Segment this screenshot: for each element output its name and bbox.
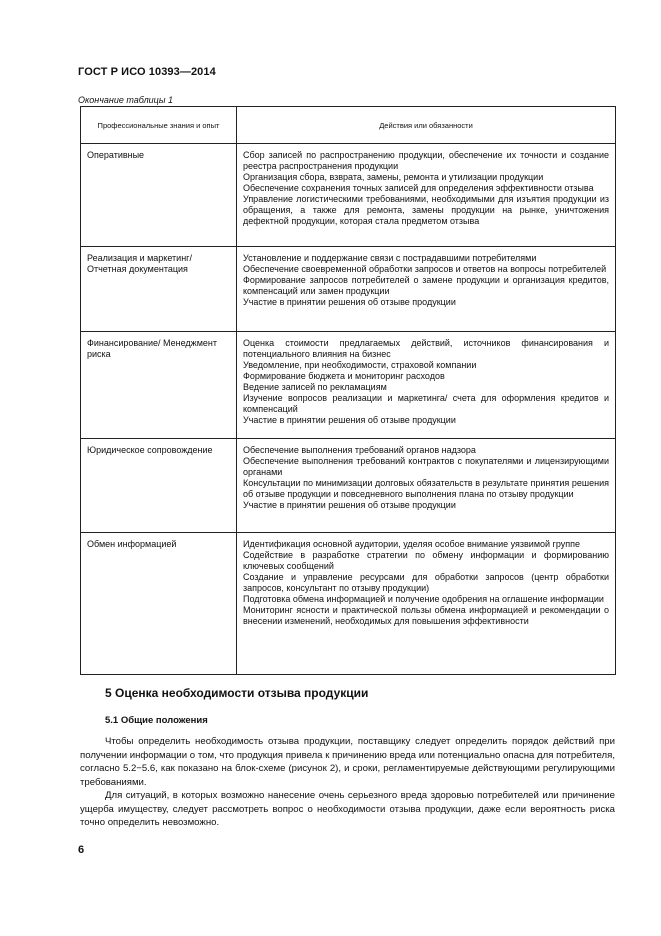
action-line: Оценка стоимости предлагаемых действий, источников финансирования и потенциального влияния на бизнес	[243, 338, 609, 359]
subsection-heading: 5.1 Общие положения	[105, 715, 208, 726]
table-row	[81, 144, 616, 247]
table-row	[81, 533, 616, 675]
page-number: 6	[78, 844, 85, 856]
table-header-row	[81, 107, 616, 144]
action-line: Обеспечение сохранения точных записей для определения эффективности отзыва	[243, 183, 594, 193]
action-line: Участие в принятии решения об отзыве продукции	[243, 415, 456, 425]
section-heading: 5 Оценка необходимости отзыва продукции	[105, 686, 369, 700]
row-actions	[237, 144, 616, 247]
action-line: Обеспечение выполнения требований контрактов с покупателями и лицензирующими органами	[243, 456, 609, 477]
row-area: Оперативные	[81, 144, 237, 247]
action-line: Содействие в разработке стратегии по обмену информации и формированию ключевых сообщений	[243, 550, 609, 571]
body-paragraph: Для ситуаций, в которых возможно нанесение очень серьезного вреда здоровью потребителей или причинение ущерба имуществу, следует рассмотреть вопрос о необходимости отзыва продукции, даже если вероятность риска точно определить невозможно.	[80, 790, 615, 828]
action-line: Сбор записей по распространению продукции, обеспечение их точности и создание реестра распространения продукции	[243, 150, 609, 171]
responsibilities-table	[80, 106, 616, 675]
table-row	[81, 247, 616, 332]
body-paragraph: Чтобы определить необходимость отзыва продукции, поставщику следует определить порядок действий при получении информации о том, что продукция привела к причинению вреда или потенциально опасна для потребителя, согласно 5.2−5.6, как показано на блок-схеме (рисунок 2), и сроки, регламентируемые действующими регулирующими требованиями.	[80, 736, 615, 788]
action-line: Участие в принятии решения об отзыве продукции	[243, 297, 456, 307]
column-header-expertise: Профессиональные знания и опыт	[81, 107, 237, 144]
table-row	[81, 439, 616, 533]
document-title: ГОСТ Р ИСО 10393—2014	[78, 66, 216, 78]
action-line: Формирование запросов потребителей о замене продукции и организация кредитов, компенсаций или замен продукции	[243, 275, 609, 296]
row-area: Обмен информацией	[81, 533, 237, 675]
action-line: Управление логистическими требованиями, необходимыми для изъятия продукции из обращения, а также для ремонта, замены продукции на рынке, уничтожения дефектной продукции, которая стала предметом отзыва	[243, 194, 609, 226]
row-area: Реализация и маркетинг/ Отчетная документация	[81, 247, 237, 332]
action-line: Ведение записей по рекламациям	[243, 382, 387, 392]
table-caption: Окончание таблицы 1	[78, 95, 173, 105]
row-area: Юридическое сопровождение	[81, 439, 237, 533]
action-line: Обеспечение своевременной обработки запросов и ответов на вопросы потребителей	[243, 264, 607, 274]
table-row	[81, 332, 616, 439]
action-line: Мониторинг ясности и практической пользы обмена информацией и рекомендации о внесении изменений, необходимых для повышения эффективности	[243, 605, 609, 626]
row-actions	[237, 332, 616, 439]
action-line: Создание и управление ресурсами для обработки запросов (центр обработки запросов, консультант по отзыву продукции)	[243, 572, 609, 593]
action-line: Изучение вопросов реализации и маркетинга/ счета для оформления кредитов и компенсаций	[243, 393, 609, 414]
action-line: Идентификация основной аудитории, уделяя особое внимание уязвимой группе	[243, 539, 580, 549]
column-header-actions: Действия или обязанности	[237, 107, 616, 144]
action-line: Установление и поддержание связи с пострадавшими потребителями	[243, 253, 537, 263]
row-area: Финансирование/ Менеджмент риска	[81, 332, 237, 439]
action-line: Организация сбора, взврата, замены, ремонта и утилизации продукции	[243, 172, 544, 182]
action-line: Участие в принятии решения об отзыве продукции	[243, 500, 456, 510]
action-line: Консультации по минимизации долговых обязательств в результате принятия решения об отзыве продукции и повседневного выполнения плана по отзыву продукции	[243, 478, 609, 499]
row-actions	[237, 439, 616, 533]
action-line: Обеспечение выполнения требований органов надзора	[243, 445, 476, 455]
action-line: Уведомление, при необходимости, страховой компании	[243, 360, 477, 370]
action-line: Подготовка обмена информацией и получение одобрения на оглашение информации	[243, 594, 604, 604]
action-line: Формирование бюджета и мониторинг расходов	[243, 371, 445, 381]
row-actions	[237, 533, 616, 675]
row-actions	[237, 247, 616, 332]
